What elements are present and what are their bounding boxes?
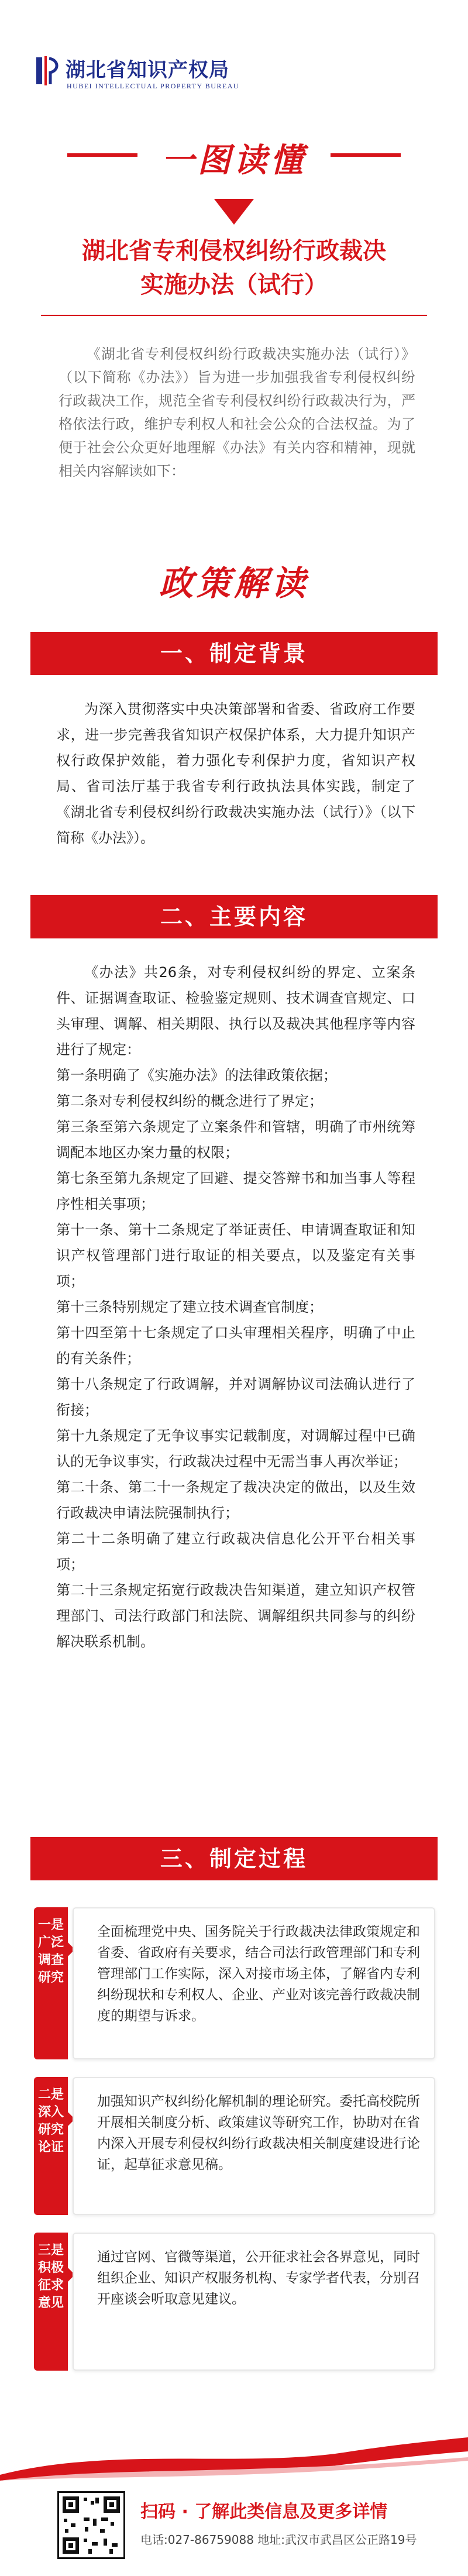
scan-prompt: 扫码 · 了解此类信息及更多详情 [140,2502,388,2522]
title-divider [41,315,427,316]
footer-wave-decoration [0,2434,468,2481]
content-paragraph: 第十四至第十七条规定了口头审理相关程序，明确了中止的有关条件； [56,1325,415,1367]
page-title [35,234,433,302]
content-paragraph: 第十一条、第十二条规定了举证责任、申请调查取证和知识产权管理部门进行取证的相关要点，以及鉴定有关事项； [56,1222,415,1289]
process-step-3 [34,2233,435,2371]
policy-title: 政策解读 [159,563,309,603]
step-text: 全面梳理党中央、国务院关于行政裁决法律政策规定和省委、省政府有关要求，结合司法行政管理部门和专利管理部门工作实际，深入对接市场主体，了解省内专利纠纷现状和专利权人、企业、产业对该完善行政裁决制度的期望与诉求。 [73,1907,435,2059]
step-tab: 二是深入研究论证 [34,2077,68,2215]
header [0,0,468,111]
contact-info: 电话:027-86759088 地址:武汉市武昌区公正路19号 [140,2533,417,2547]
section-heading-background: 一、制定背景 [30,632,438,675]
step-text: 加强知识产权纠纷化解机制的理论研究。委托高校院所开展相关制度分析、政策建议等研究工作，协助对在省内深入开展专利侵权纠纷行政裁决相关制度建设进行论证，起草征求意见稿。 [73,2077,435,2215]
title-line-2: 实施办法（试行） [140,271,328,298]
down-arrow-icon [214,199,254,225]
content-paragraph: 第十三条特别规定了建立技术调查官制度； [56,1299,323,1315]
content-text [56,959,415,1655]
intro-paragraph: 《湖北省专利侵权纠纷行政裁决实施办法（试行）》（以下简称《办法》）旨为进一步加强我省专利侵权纠纷行政裁决工作，规范全省专利侵权纠纷行政裁决行为，严格依法行政，维护专利权人和社会公众的合法权益。为了便于社会公众更好地理解《办法》有关内容和精神，现就相关内容解读如下： [58,346,415,479]
title-line-1: 湖北省专利侵权纠纷行政裁决 [82,237,386,264]
content-paragraph: 第七条至第九条规定了回避、提交答辩书和加当事人等程序性相关事项； [56,1170,415,1212]
hero-tag: 一图读懂 [161,142,307,180]
org-name-en: HUBEI INTELLECTUAL PROPERTY BUREAU [67,82,240,90]
content-paragraph: 第二十三条规定拓宽行政裁决告知渠道，建立知识产权管理部门、司法行政部门和法院、调解组织共同参与的纠纷解决联系机制。 [56,1582,415,1650]
content-paragraph: 《办法》共26条，对专利侵权纠纷的界定、立案条件、证据调查取证、检验鉴定规则、技术调查官规定、口头审理、调解、相关期限、执行以及裁决其他程序等内容进行了规定： [56,964,415,1058]
step-tab: 一是广泛调查研究 [34,1907,68,2059]
bureau-logo-icon [34,54,61,88]
background-text: 为深入贯彻落实中央决策部署和省委、省政府工作要求，进一步完善我省知识产权保护体系，大力提升知识产权行政保护效能，着力强化专利保护力度，省知识产权局、省司法厅基于我省专利行政执法具体实践，制定了《湖北省专利侵权纠纷行政裁决实施办法（试行）》（以下简称《办法》）。 [56,701,415,846]
content-paragraph: 第二十二条明确了建立行政裁决信息化公开平台相关事项； [56,1531,415,1573]
content-paragraph: 第二十条、第二十一条规定了裁决决定的做出，以及生效行政裁决申请法院强制执行； [56,1479,415,1521]
content-paragraph: 第十八条规定了行政调解，并对调解协议司法确认进行了衔接； [56,1376,415,1418]
step-tab: 三是积极征求意见 [34,2233,68,2371]
process-step-1 [34,1907,435,2059]
content-paragraph: 第十九条规定了无争议事实记载制度，对调解过程中已确认的无争议事实，行政裁决过程中无需当事人再次举证； [56,1428,415,1470]
step-text: 通过官网、官微等渠道，公开征求社会各界意见，同时组织企业、知识产权服务机构、专家学者代表，分别召开座谈会听取意见建议。 [73,2233,435,2371]
section-heading-process: 三、制定过程 [30,1837,438,1880]
qr-code-icon[interactable] [57,2491,125,2559]
content-paragraph: 第三条至第六条规定了立案条件和管辖，明确了市州统筹调配本地区办案力量的权限； [56,1119,415,1161]
process-step-2 [34,2077,435,2215]
content-paragraph: 第一条明确了《实施办法》的法律政策依据； [56,1067,337,1084]
section-heading-content: 二、主要内容 [30,895,438,938]
content-paragraph: 第二条对专利侵权纠纷的概念进行了界定； [56,1093,323,1109]
org-name: 湖北省知识产权局 [66,59,229,82]
